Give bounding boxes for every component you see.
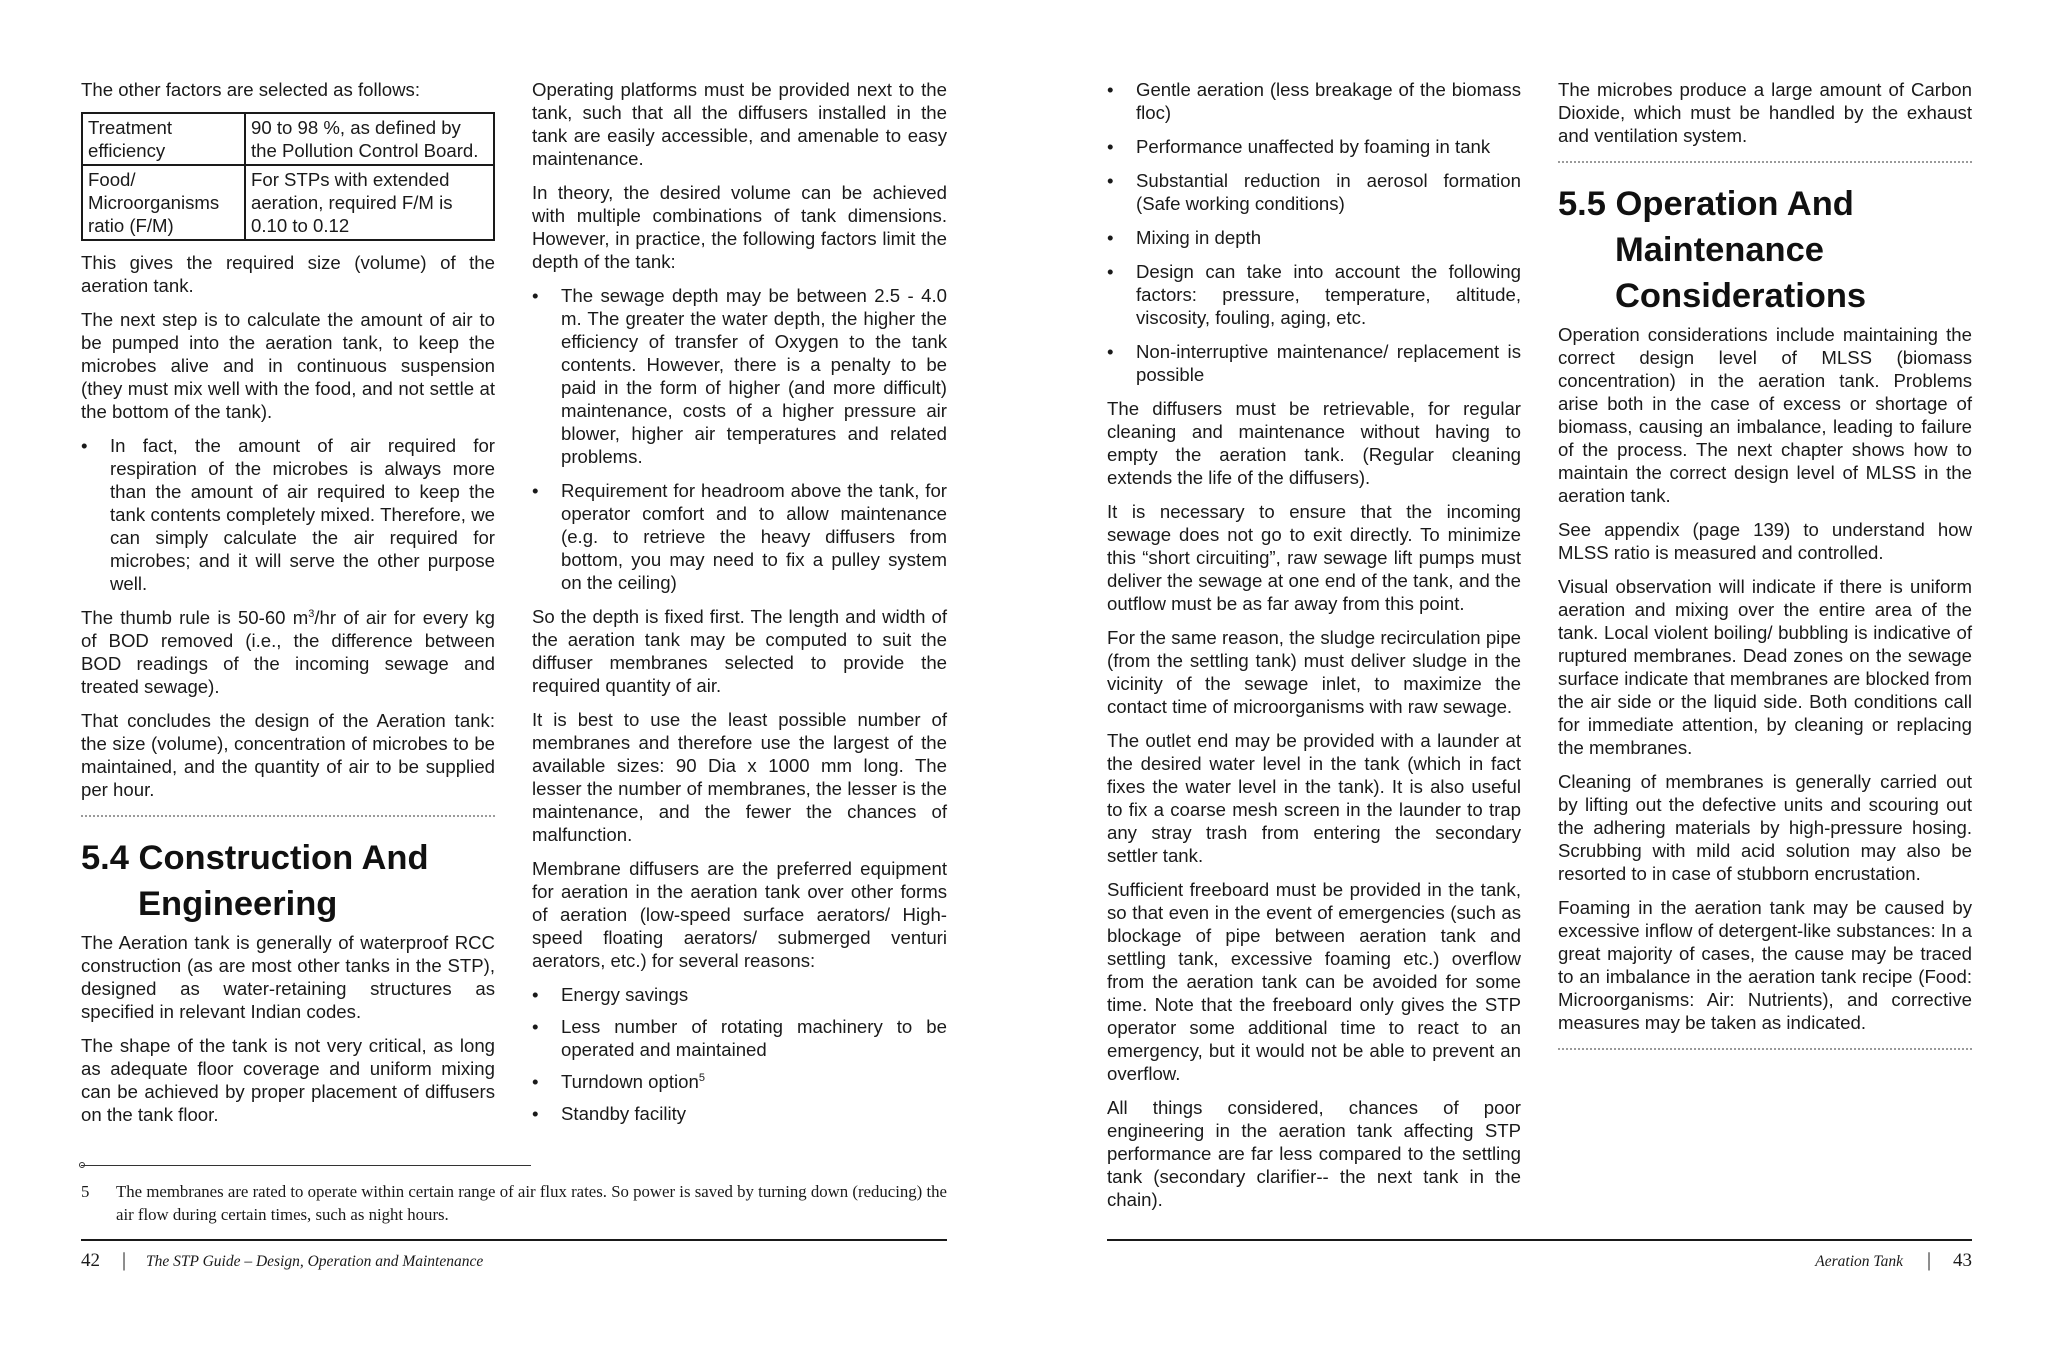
paragraph: In theory, the desired volume can be achieved with multiple combinations of tank dimensions. However, in practice, the following factors limit the depth of the tank: <box>532 182 947 272</box>
list-item: • Non-interruptive maintenance/ replacement is possible <box>1107 340 1521 386</box>
footer-separator: | <box>122 1249 127 1271</box>
list-item: • Design can take into account the following factors: pressure, temperature, altitude, viscosity, fouling, aging, etc. <box>1107 260 1521 329</box>
dotted-divider <box>1558 1048 1972 1050</box>
paragraph: For the same reason, the sludge recirculation pipe (from the settling tank) must deliver sludge in the vicinity of the sewage inlet, to maximize the contact time of microorganisms with raw sewage. <box>1107 627 1521 717</box>
footer-rule-right <box>1107 1239 1972 1241</box>
list-item <box>532 1070 947 1093</box>
paragraph: The diffusers must be retrievable, for regular cleaning and maintenance without having to empty the aeration tank. (Regular cleaning extends the life of the diffusers). <box>1107 398 1521 488</box>
paragraph: It is necessary to ensure that the incoming sewage does not go to exit directly. To minimize this “short circuiting”, raw sewage lift pumps must deliver the sewage at one end of the tank, and the outflow must be as far away from this point. <box>1107 501 1521 614</box>
paragraph: This gives the required size (volume) of the aeration tank. <box>81 252 495 296</box>
paragraph: The microbes produce a large amount of Carbon Dioxide, which must be handled by the exhaust and ventilation system. <box>1558 79 1972 146</box>
text-run: Turndown option <box>561 1071 699 1092</box>
footer-left <box>81 1249 483 1272</box>
paragraph: So the depth is fixed first. The length and width of the aeration tank may be computed to suit the diffuser membranes selected to provide the required quantity of air. <box>532 606 947 696</box>
paragraph: The Aeration tank is generally of waterproof RCC construction (as are most other tanks in the STP), designed as water-retaining structures as specified in relevant Indian codes. <box>81 932 495 1022</box>
footnote-rule <box>81 1165 531 1166</box>
table-cell-key: Treatment efficiency <box>82 113 245 165</box>
paragraph: Visual observation will indicate if there is uniform aeration and mixing over the entire area of the tank. Local violent boiling/ bubbling is indicative of ruptured membranes. Dead zones on the sewage surface indicate that membranes are blocked from the air side or the liquid side. Both conditions call for immediate attention, by cleaning or replacing the membranes. <box>1558 576 1972 758</box>
text-run: /hr of air for every kg of BOD removed (i.e., the difference between BOD readings of the incoming sewage and treated sewage). <box>81 607 495 697</box>
table-cell-value: For STPs with extended aeration, required F/M is 0.10 to 0.12 <box>245 165 494 240</box>
list-item: • Standby facility <box>532 1102 947 1125</box>
superscript: 3 <box>308 607 315 620</box>
left-column-1 <box>81 78 495 1137</box>
running-title: Aeration Tank <box>1815 1253 1903 1270</box>
bullet-list <box>81 434 495 595</box>
paragraph: It is best to use the least possible number of membranes and therefore use the largest of the available sizes: 90 Dia x 1000 mm long. The lesser the number of membranes, the lesser is the maintenance, and the fewer the chances of malfunction. <box>532 709 947 845</box>
list-item: • Gentle aeration (less breakage of the biomass floc) <box>1107 78 1521 124</box>
page-number: 43 <box>1953 1250 1972 1271</box>
section-heading: 5.4 Construction And Engineering <box>81 839 429 923</box>
dotted-divider <box>1558 161 1972 163</box>
paragraph: Sufficient freeboard must be provided in the tank, so that even in the event of emergencies (such as blockage of pipe between aeration tank and settling tank, excessive foaming etc.) overflow from the aeration tank can be avoided for some time. Note that the freeboard only gives the STP operator some additional time to react to an emergency, but it would not be able to prevent an overflow. <box>1107 879 1521 1084</box>
footnote <box>81 1180 947 1226</box>
paragraph <box>81 606 495 698</box>
list-item: • In fact, the amount of air required for respiration of the microbes is always more than the amount of air required to keep the tank contents completely mixed. Therefore, we can simply calculate the air required for microbes; and it will serve the other purpose well. <box>81 434 495 595</box>
section-heading: 5.5 Operation And Maintenance Considerations <box>1558 185 1867 315</box>
paragraph: The next step is to calculate the amount of air to be pumped into the aeration tank, to keep the microbes alive and in continuous suspension (they must mix well with the food, and not settle at the bottom of the tank). <box>81 309 495 422</box>
bullet-list <box>1107 78 1521 386</box>
table-cell-value: 90 to 98 %, as defined by the Pollution Control Board. <box>245 113 494 165</box>
paragraph: The shape of the tank is not very critical, as long as adequate floor coverage and uniform mixing can be achieved by proper placement of diffusers on the tank floor. <box>81 1035 495 1125</box>
bullet-list <box>532 284 947 594</box>
page-number: 42 <box>81 1250 100 1271</box>
paragraph: The other factors are selected as follows: <box>81 79 420 100</box>
paragraph: All things considered, chances of poor engineering in the aeration tank affecting STP performance are far less compared to the settling tank (secondary clarifier-- the next tank in the chain). <box>1107 1097 1521 1210</box>
running-title: The STP Guide – Design, Operation and Maintenance <box>146 1253 484 1270</box>
footer-right <box>1815 1249 1972 1272</box>
table-row <box>82 165 494 240</box>
footnote-text: The membranes are rated to operate within certain range of air flux rates. So power is saved by turning down (reducing) the air flow during certain times, such as night hours. <box>116 1182 947 1224</box>
list-item: • Less number of rotating machinery to be operated and maintained <box>532 1015 947 1061</box>
footer-separator: | <box>1926 1249 1931 1271</box>
paragraph: See appendix (page 139) to understand how MLSS ratio is measured and controlled. <box>1558 519 1972 563</box>
list-item: • Performance unaffected by foaming in tank <box>1107 135 1521 158</box>
paragraph: Membrane diffusers are the preferred equipment for aeration in the aeration tank over other forms of aeration (low-speed surface aerators/ High-speed floating aerators/ submerged venturi aerators, etc.) for several reasons: <box>532 858 947 971</box>
footnote-number: 5 <box>81 1182 90 1201</box>
paragraph: Foaming in the aeration tank may be caused by excessive inflow of detergent-like substances: In a great majority of cases, the cause may be traced to an imbalance in the aeration tank recipe (Food: Microorganisms: Air: Nutrients), and corrective measures may be taken as indicated. <box>1558 897 1972 1033</box>
right-column-1 <box>1107 78 1521 1222</box>
footnote-ref: 5 <box>698 1071 705 1084</box>
dotted-divider <box>81 815 495 817</box>
list-item: • Mixing in depth <box>1107 226 1521 249</box>
paragraph: That concludes the design of the Aeration tank: the size (volume), concentration of microbes to be maintained, and the quantity of air to be supplied per hour. <box>81 710 495 800</box>
paragraph: Operation considerations include maintaining the correct design level of MLSS (biomass concentration) in the aeration tank. Problems arise both in the case of excess or shortage of biomass, causing an imbalance, leading to failure of the process. The next chapter shows how to maintain the correct design level of MLSS in the aeration tank. <box>1558 324 1972 506</box>
paragraph: The outlet end may be provided with a launder at the desired water level in the tank (which in fact fixes the water level in the tank). It is also useful to fix a coarse mesh screen in the launder to trap any stray trash from entering the secondary settler tank. <box>1107 730 1521 866</box>
footer-rule-left <box>81 1239 947 1241</box>
left-column-2 <box>532 78 947 1135</box>
paragraph: Cleaning of membranes is generally carried out by lifting out the defective units and scouring out the adhering materials by high-pressure hosing. Scrubbing with mild acid solution may also be resorted to in case of stubborn encrustation. <box>1558 771 1972 884</box>
text-run: The thumb rule is 50-60 m <box>81 607 309 628</box>
right-column-2 <box>1558 78 1972 1068</box>
list-item: • Requirement for headroom above the tank, for operator comfort and to allow maintenance (e.g. to retrieve the heavy diffusers from bottom, you may need to fix a pulley system on the ceiling) <box>532 479 947 594</box>
paragraph: Operating platforms must be provided next to the tank, such that all the diffusers installed in the tank are easily accessible, and amenable to easy maintenance. <box>532 79 947 169</box>
table-row <box>82 113 494 165</box>
factors-table <box>81 112 495 241</box>
table-cell-key: Food/ Microorganisms ratio (F/M) <box>82 165 245 240</box>
list-item: • The sewage depth may be between 2.5 - 4.0 m. The greater the water depth, the higher the efficiency of transfer of Oxygen to the tank contents. However, there is a penalty to be paid in the form of higher (and more difficult) maintenance, costs of a higher pressure air blower, higher air temperatures and related problems. <box>532 284 947 468</box>
list-item: • Substantial reduction in aerosol formation (Safe working conditions) <box>1107 169 1521 215</box>
bullet-list <box>532 983 947 1125</box>
list-item: • Energy savings <box>532 983 947 1006</box>
